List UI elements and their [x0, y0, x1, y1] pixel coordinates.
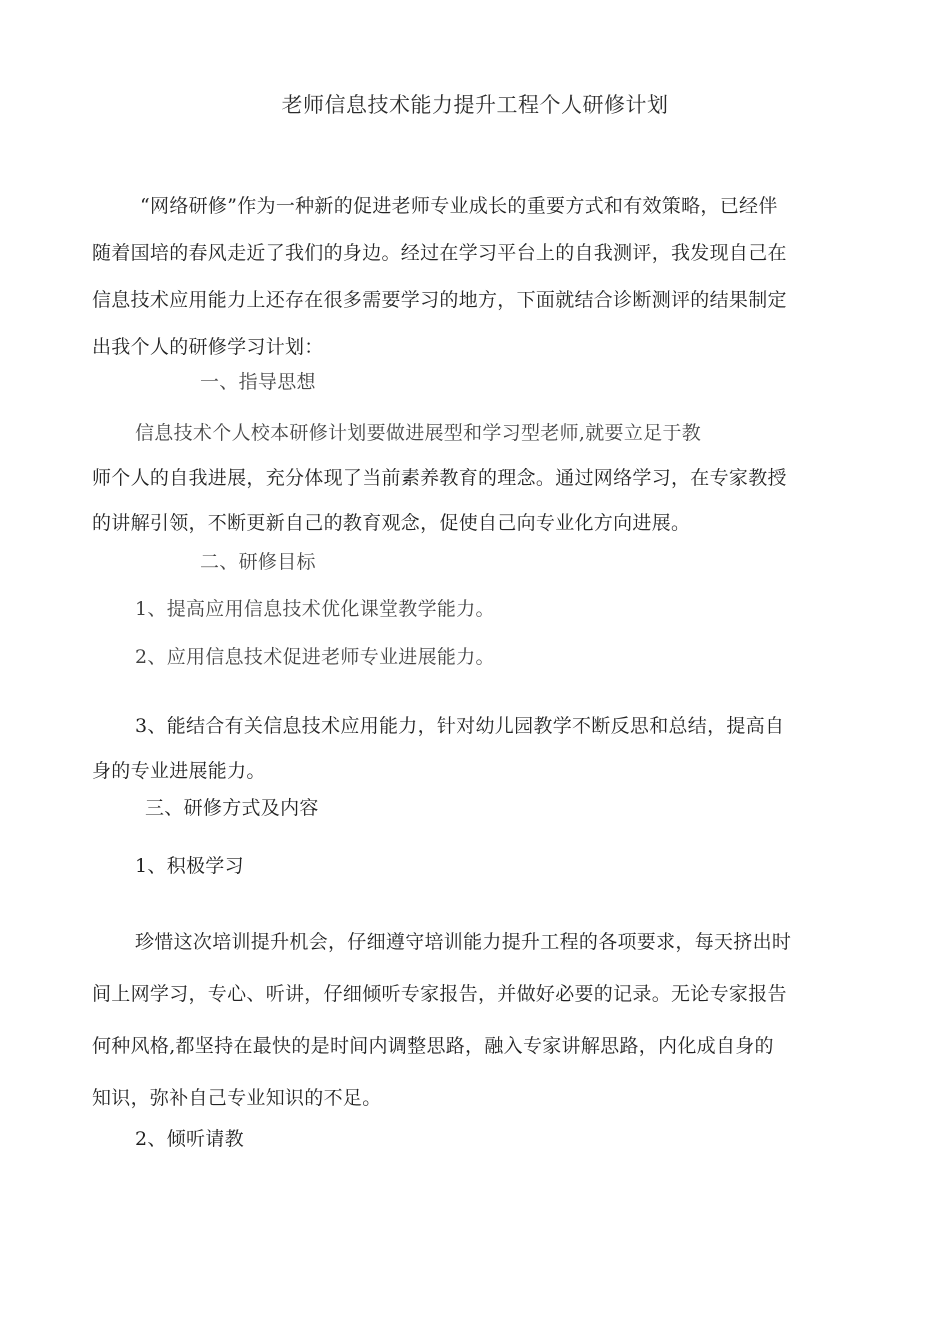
section-heading-guiding-thought: 一、指导思想 — [200, 371, 316, 393]
paragraph-line: 师个人的自我进展，充分体现了当前素养教育的理念。通过网络学习，在专家教授 — [92, 467, 787, 489]
paragraph-line: 知识，弥补自己专业知识的不足。 — [92, 1087, 382, 1109]
goal-item-2: 2、应用信息技术促进老师专业进展能力。 — [135, 646, 495, 668]
subheading-listen-and-consult: 2、倾听请教 — [135, 1128, 244, 1150]
paragraph-line: 信息技术个人校本研修计划要做进展型和学习型老师,就要立足于教 — [135, 422, 702, 444]
paragraph-line: 何种风格,都坚持在最快的是时间内调整思路，融入专家讲解思路，内化成自身的 — [92, 1035, 774, 1057]
intro-line: 随着国培的春风走近了我们的身边。经过在学习平台上的自我测评，我发现自己在 — [92, 242, 787, 264]
paragraph-line: 间上网学习，专心、听讲，仔细倾听专家报告，并做好必要的记录。无论专家报告 — [92, 983, 787, 1005]
intro-line: “网络研修”作为一种新的促进老师专业成长的重要方式和有效策略，已经伴 — [140, 195, 778, 217]
section-heading-study-goals: 二、研修目标 — [200, 551, 316, 573]
intro-line: 信息技术应用能力上还存在很多需要学习的地方，下面就结合诊断测评的结果制定 — [92, 289, 787, 311]
paragraph-line: 3、能结合有关信息技术应用能力，针对幼儿园教学不断反思和总结，提高自 — [135, 715, 785, 737]
intro-paragraph — [92, 183, 862, 371]
goal-item-3 — [92, 704, 862, 794]
active-learning-paragraph — [92, 916, 862, 1124]
section-heading-study-methods: 三、研修方式及内容 — [145, 797, 319, 819]
subheading-active-learning: 1、积极学习 — [135, 855, 244, 877]
guiding-thought-paragraph — [92, 411, 862, 546]
paragraph-line: 身的专业进展能力。 — [92, 760, 266, 782]
intro-line: 出我个人的研修学习计划： — [92, 336, 324, 358]
goal-item-1: 1、提高应用信息技术优化课堂教学能力。 — [135, 598, 495, 620]
document-title: 老师信息技术能力提升工程个人研修计划 — [281, 93, 669, 117]
paragraph-line: 的讲解引领，不断更新自己的教育观念，促使自己向专业化方向进展。 — [92, 512, 691, 534]
paragraph-line: 珍惜这次培训提升机会，仔细遵守培训能力提升工程的各项要求，每天挤出时 — [135, 931, 792, 953]
